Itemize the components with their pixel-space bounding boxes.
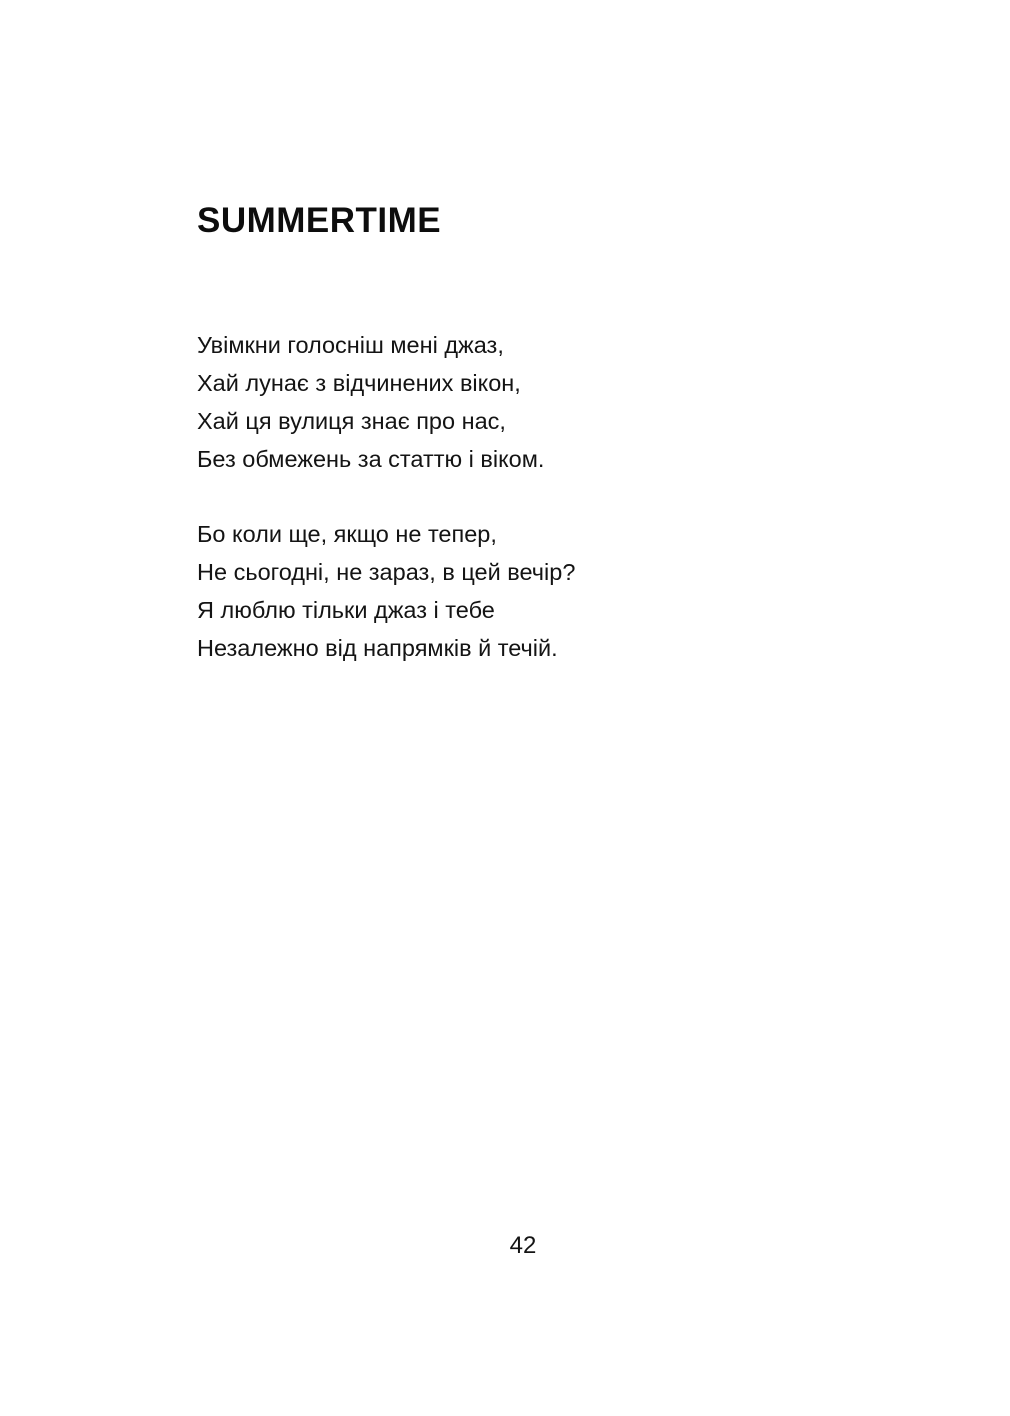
stanza-2 — [197, 515, 897, 667]
poem-line: Хай лунає з відчинених вікон, — [197, 370, 521, 396]
poem-body — [197, 326, 897, 704]
poem-line: Незалежно від напрямків й течій. — [197, 635, 558, 661]
poem-title: SUMMERTIME — [197, 201, 442, 240]
poem-line: Не сьогодні, не зараз, в цей вечір? — [197, 559, 576, 585]
poem-line: Бо коли ще, якщо не тепер, — [197, 521, 497, 547]
poem-line: Хай ця вулиця знає про нас, — [197, 408, 506, 434]
poem-line: Увімкни голосніш мені джаз, — [197, 332, 504, 358]
poem-line: Я люблю тільки джаз і тебе — [197, 597, 495, 623]
poem-line: Без обмежень за статтю і віком. — [197, 446, 545, 472]
stanza-1 — [197, 326, 897, 478]
page-number: 42 — [509, 1232, 537, 1259]
